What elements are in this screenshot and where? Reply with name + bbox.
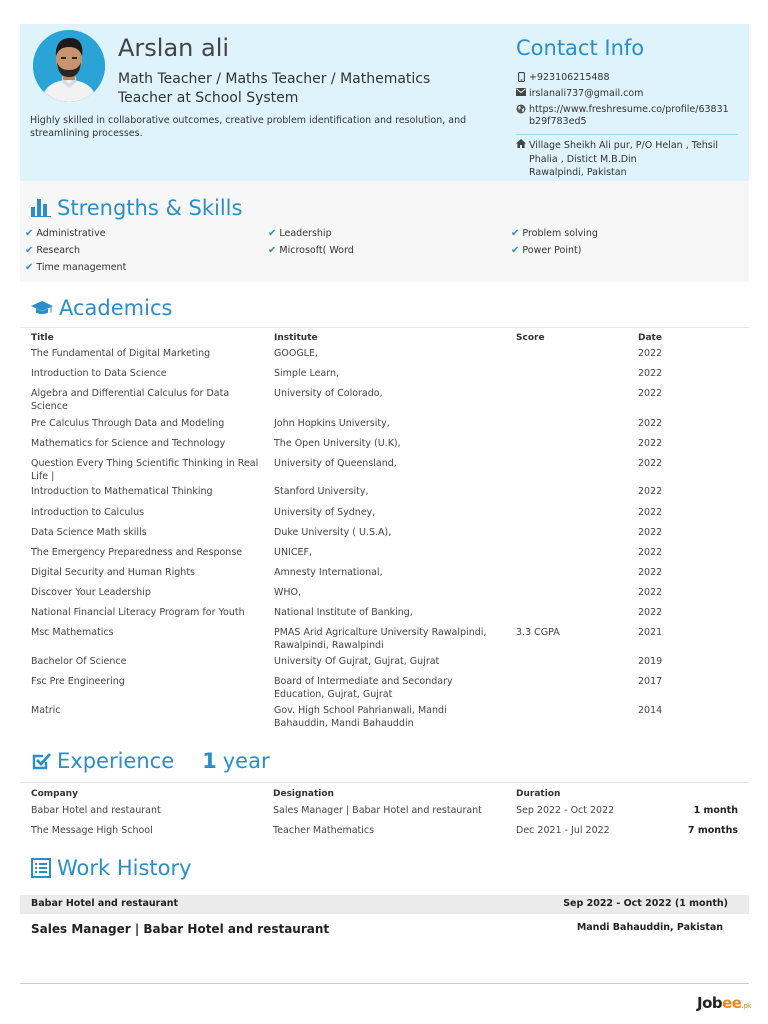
academics-institute: Duke University ( U.S.A), <box>274 527 392 538</box>
jobee-logo: Jobee.pk <box>697 994 751 1012</box>
academics-institute: Amnesty International, <box>274 567 383 578</box>
mobile-phone-icon <box>516 72 526 84</box>
academics-divider <box>20 327 749 328</box>
academics-title: The Fundamental of Digital Marketing <box>31 348 211 359</box>
col-institute: Institute <box>274 333 318 343</box>
profile-photo <box>33 30 105 102</box>
work-history-company: Babar Hotel and restaurant <box>31 898 179 909</box>
address-line-1: Village Sheikh Ali pur, P/O Helan , Tehsil <box>529 140 719 151</box>
list-icon <box>31 858 51 878</box>
academics-date: 2017 <box>638 676 663 687</box>
academics-institute: WHO, <box>274 587 302 598</box>
experience-designation: Sales Manager | Babar Hotel and restaurant <box>273 805 482 816</box>
check-icon: ✔ <box>25 262 34 273</box>
footer-divider <box>20 983 749 984</box>
phone-number: +923106215488 <box>529 72 610 83</box>
academics-date: 2022 <box>638 587 663 598</box>
academics-date: 2022 <box>638 368 663 379</box>
academics-date: 2022 <box>638 418 663 429</box>
work-history-role: Sales Manager | Babar Hotel and restaurant <box>31 922 330 936</box>
academics-title: Introduction to Data Science <box>31 368 167 379</box>
profile-summary: Highly skilled in collaborative outcomes, creative problem identification and resolution, and streamlining processes. <box>30 115 467 139</box>
website-link-line2[interactable]: b29f783ed5 <box>529 116 587 127</box>
candidate-title: Math Teacher / Maths Teacher / Mathematics Teacher at School System <box>118 71 431 106</box>
skill-item: ✔ Administrative <box>25 228 106 239</box>
contact-divider <box>516 134 738 135</box>
academics-title: Matric <box>31 705 61 716</box>
academics-institute: PMAS Arid Agricalture University Rawalpindi, Rawalpindi, Rawalpindi <box>274 627 487 651</box>
academics-date: 2021 <box>638 627 663 638</box>
academics-institute: University Of Gujrat, Gujrat, Gujrat <box>274 656 440 667</box>
envelope-icon <box>516 88 526 100</box>
academics-institute: Gov. High School Pahrianwali, Mandi Bahauddin, Mandi Bahauddin <box>274 705 447 729</box>
skill-item: ✔ Power Point) <box>511 245 582 256</box>
academics-institute: Stanford University, <box>274 486 369 497</box>
experience-duration: Dec 2021 - Jul 2022 <box>516 825 610 836</box>
academics-date: 2019 <box>638 656 663 667</box>
candidate-name: Arslan ali <box>118 34 230 62</box>
academics-date: 2022 <box>638 547 663 558</box>
academics-institute: University of Queensland, <box>274 458 397 469</box>
experience-company: Babar Hotel and restaurant <box>31 805 161 816</box>
globe-icon <box>516 104 526 128</box>
experience-years-number: 1 <box>202 749 217 773</box>
skill-item: ✔ Problem solving <box>511 228 598 239</box>
check-icon: ✔ <box>511 245 520 256</box>
experience-designation: Teacher Mathematics <box>273 825 375 836</box>
contact-address <box>516 139 718 180</box>
skill-item: ✔ Microsoft( Word <box>268 245 354 256</box>
checkbox-checked-icon <box>31 751 51 771</box>
academics-title: The Emergency Preparedness and Response <box>31 547 243 558</box>
experience-heading <box>31 749 270 773</box>
academics-date: 2022 <box>638 458 663 469</box>
check-icon: ✔ <box>511 228 520 239</box>
academics-institute: University of Colorado, <box>274 388 383 399</box>
academics-date: 2022 <box>638 486 663 497</box>
academics-title: Introduction to Calculus <box>31 507 145 518</box>
experience-length: 1 month <box>693 805 738 816</box>
skill-item: ✔ Research <box>25 245 80 256</box>
work-history-dates: Sep 2022 - Oct 2022 (1 month) <box>563 898 728 909</box>
check-icon: ✔ <box>25 245 34 256</box>
academics-heading-text: Academics <box>59 296 173 320</box>
experience-company: The Message High School <box>31 825 153 836</box>
address-line-2: Phalia , Distict M.B.Din <box>529 153 637 165</box>
col-company: Company <box>31 789 78 799</box>
work-history-heading <box>31 856 192 880</box>
academics-title: Fsc Pre Engineering <box>31 676 125 687</box>
profile-header <box>20 24 749 181</box>
contact-email <box>516 88 643 100</box>
academics-date: 2022 <box>638 388 663 399</box>
academics-title: Question Every Thing Scientific Thinking in Real Life | <box>31 458 259 482</box>
col-score: Score <box>516 333 545 343</box>
academics-date: 2022 <box>638 607 663 618</box>
academics-institute: John Hopkins University, <box>274 418 390 429</box>
skill-item: ✔ Time management <box>25 262 127 273</box>
skills-section <box>20 181 749 282</box>
academics-institute: The Open University (U.K), <box>274 438 401 449</box>
contact-info-heading: Contact Info <box>516 36 645 60</box>
experience-length: 7 months <box>687 825 738 836</box>
skills-heading-text: Strengths & Skills <box>57 196 243 220</box>
skill-item: ✔ Leadership <box>268 228 332 239</box>
academics-title: Bachelor Of Science <box>31 656 127 667</box>
email-link[interactable]: irslanali737@gmail.com <box>529 88 644 99</box>
avatar <box>33 30 105 102</box>
address-line-3: Rawalpindi, Pakistan <box>529 167 627 178</box>
academics-institute: University of Sydney, <box>274 507 376 518</box>
contact-website <box>516 104 729 128</box>
experience-heading-text: Experience <box>57 749 175 773</box>
website-link-line1[interactable]: https://www.freshresume.co/profile/63831 <box>529 104 729 115</box>
experience-years-unit: year <box>222 749 270 773</box>
academics-date: 2022 <box>638 348 663 359</box>
contact-phone <box>516 72 610 84</box>
home-icon <box>516 139 526 180</box>
academics-title: Mathematics for Science and Technology <box>31 438 226 449</box>
academics-title: Pre Calculus Through Data and Modeling <box>31 418 225 429</box>
academics-institute: UNICEF, <box>274 547 312 558</box>
academics-title: Digital Security and Human Rights <box>31 567 196 578</box>
check-icon: ✔ <box>268 245 277 256</box>
check-icon: ✔ <box>25 228 34 239</box>
bar-chart-icon <box>31 199 51 217</box>
academics-title: Data Science Math skills <box>31 527 147 538</box>
work-history-heading-text: Work History <box>57 856 192 880</box>
academics-score: 3.3 CGPA <box>516 627 560 638</box>
academics-date: 2014 <box>638 705 663 716</box>
skills-heading <box>31 196 242 220</box>
col-duration: Duration <box>516 789 561 799</box>
col-designation: Designation <box>273 789 334 799</box>
experience-duration: Sep 2022 - Oct 2022 <box>516 805 615 816</box>
academics-institute: Simple Learn, <box>274 368 340 379</box>
col-date: Date <box>638 333 662 343</box>
academics-title: Algebra and Differential Calculus for Data Science <box>31 388 230 412</box>
academics-heading <box>31 296 172 320</box>
academics-title: Introduction to Mathematical Thinking <box>31 486 213 497</box>
academics-date: 2022 <box>638 567 663 578</box>
academics-title: Msc Mathematics <box>31 627 114 638</box>
academics-date: 2022 <box>638 527 663 538</box>
academics-institute: GOOGLE, <box>274 348 318 359</box>
academics-institute: Board of Intermediate and Secondary Education, Gujrat, Gujrat <box>274 676 453 700</box>
col-title: Title <box>31 333 54 343</box>
academics-title: National Financial Literacy Program for Youth <box>31 607 245 618</box>
check-icon: ✔ <box>268 228 277 239</box>
academics-title: Discover Your Leadership <box>31 587 151 598</box>
experience-divider <box>20 782 749 783</box>
graduation-cap-icon <box>31 300 53 316</box>
academics-date: 2022 <box>638 507 663 518</box>
work-history-location: Mandi Bahauddin, Pakistan <box>576 922 723 933</box>
academics-date: 2022 <box>638 438 663 449</box>
academics-institute: National Institute of Banking, <box>274 607 413 618</box>
